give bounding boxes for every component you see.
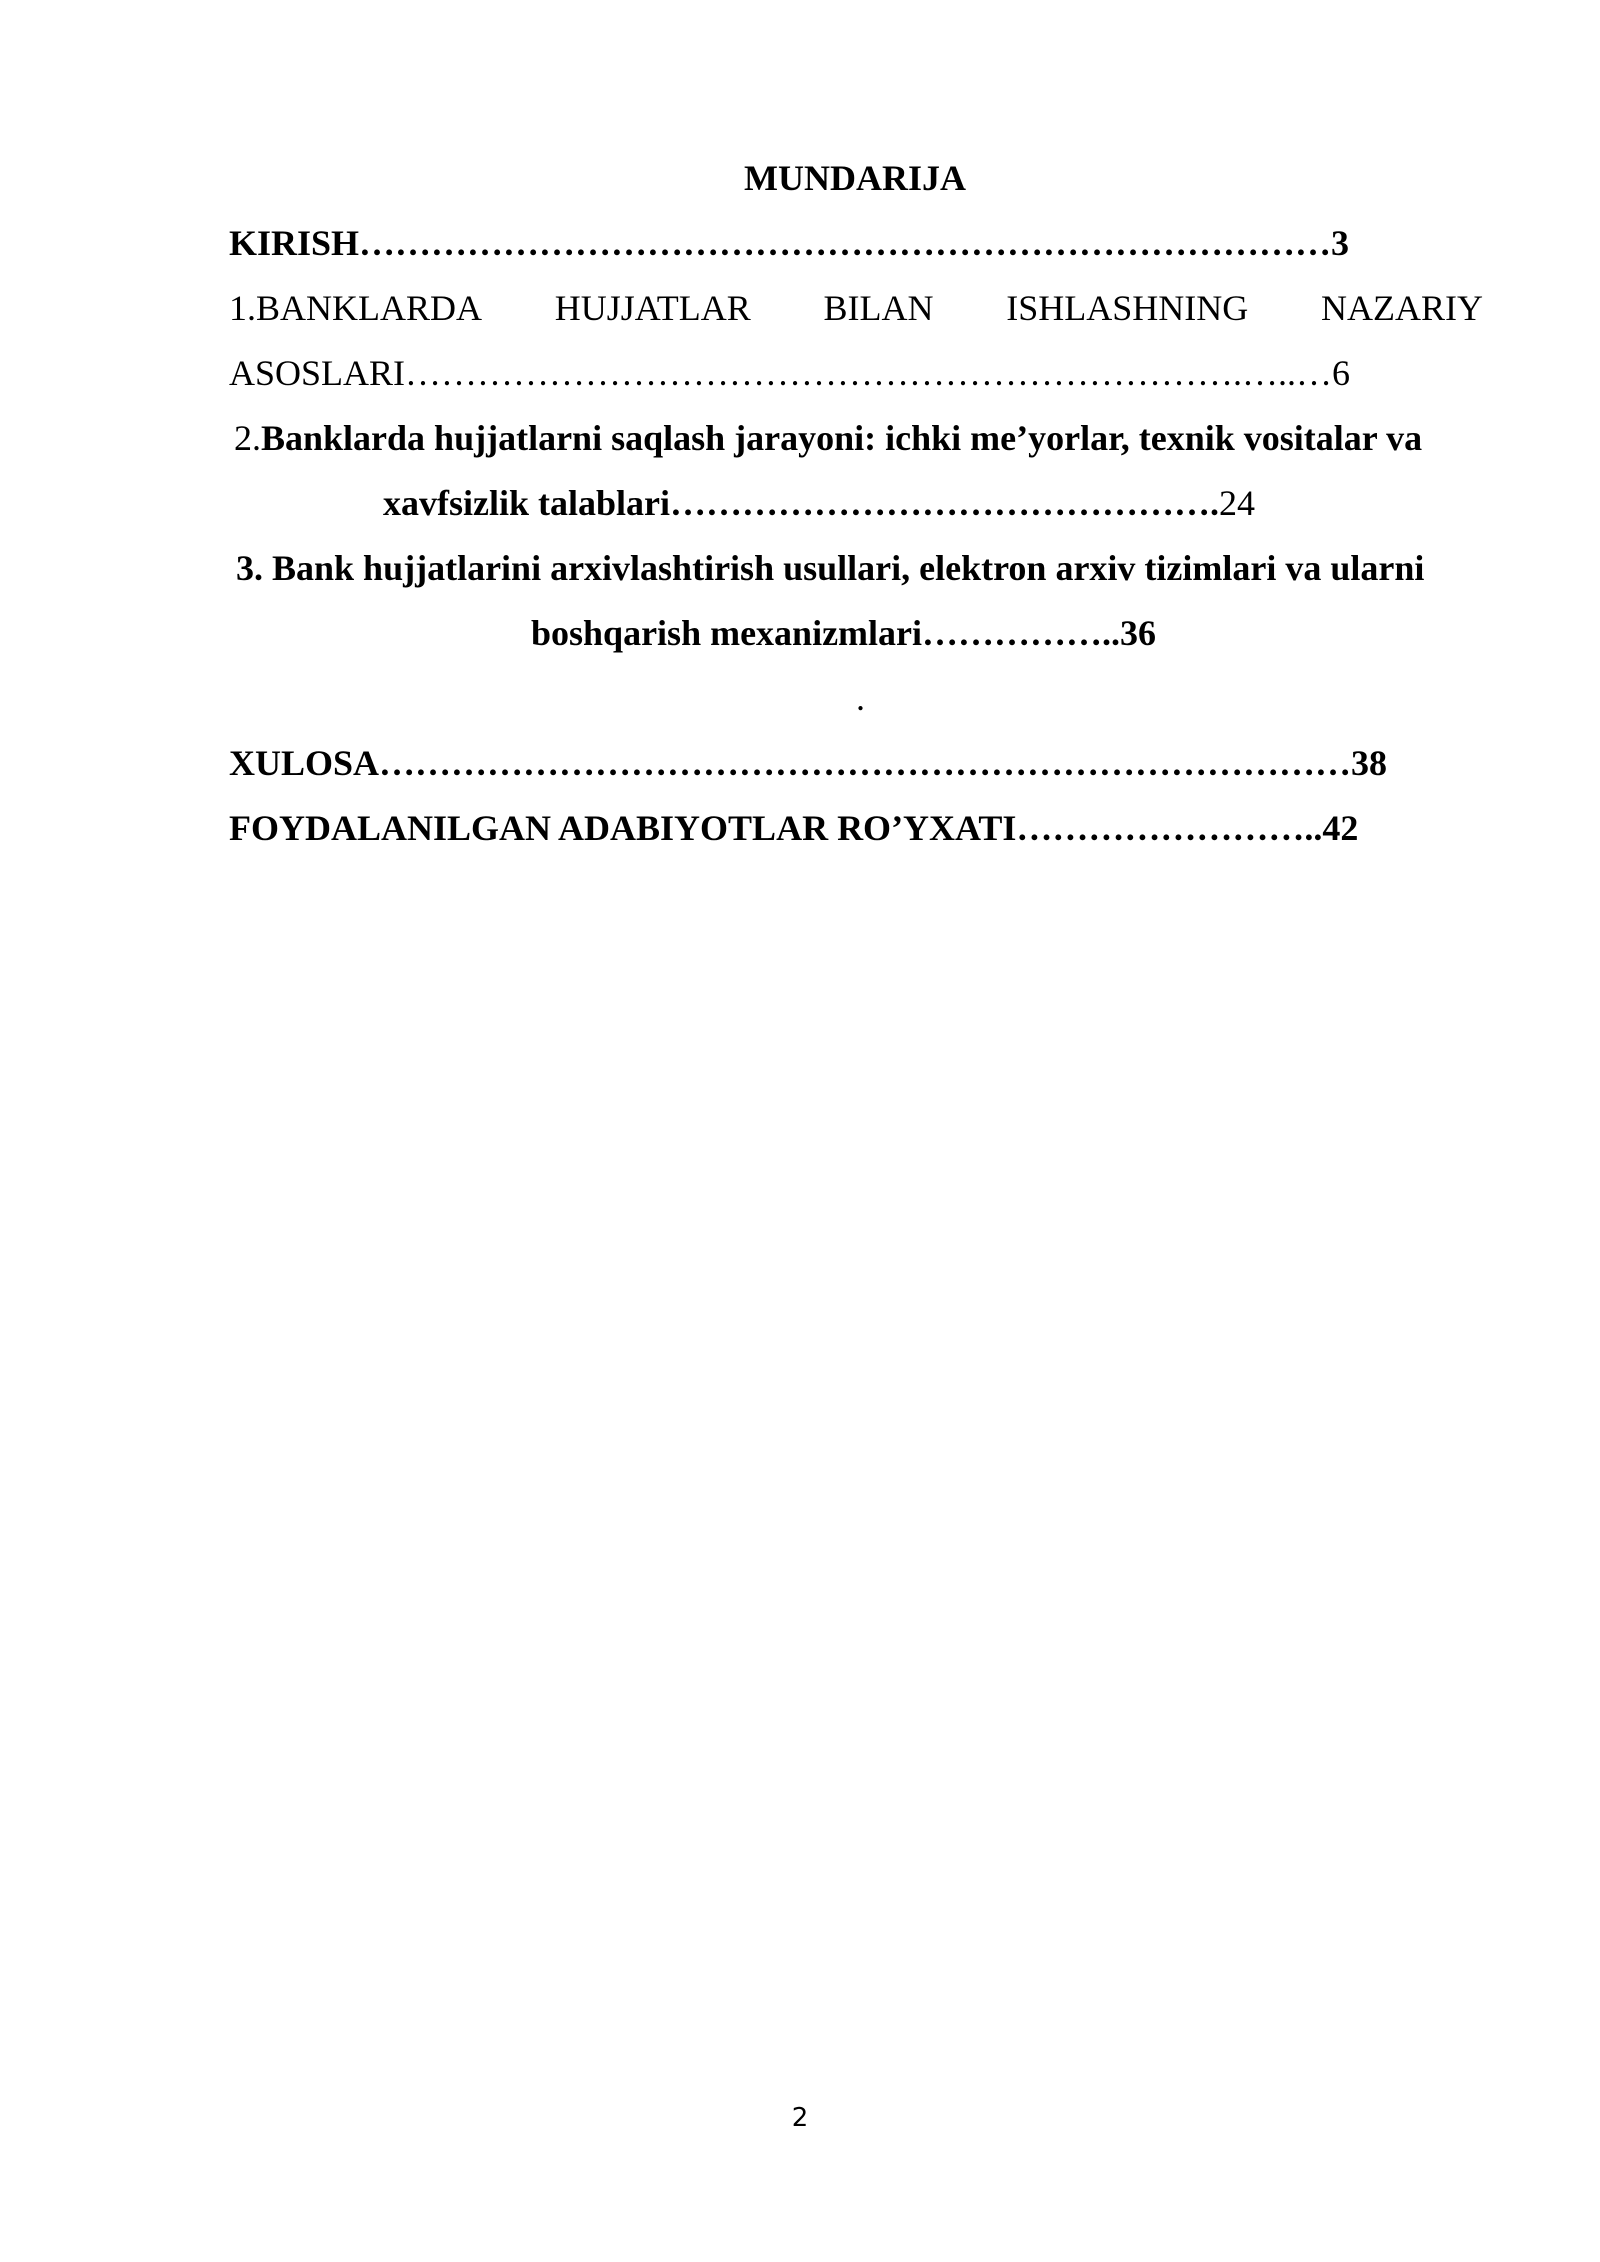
toc-entry-references: FOYDALANILGAN ADABIYOTLAR RO’YXATI……………………..42	[229, 808, 1359, 848]
toc-entry-chapter2-line2	[383, 485, 1255, 521]
toc-word: NAZARIY	[1320, 288, 1483, 328]
toc-chapter2-page: 24	[1219, 483, 1255, 523]
toc-separator-dot: .	[856, 678, 865, 718]
page-number: 2	[791, 2103, 809, 2133]
toc-entry-xulosa: XULOSA………………………………………………………………………38	[229, 743, 1388, 783]
toc-word: 1.BANKLARDA	[229, 288, 483, 328]
toc-entry-chapter1-line1	[229, 290, 1483, 326]
toc-entry-chapter3-line2: boshqarish mexanizmlari……………..36	[531, 613, 1157, 653]
toc-chapter2-title-cont: xavfsizlik talablari……………………………………….	[383, 483, 1219, 523]
toc-entry-chapter3-line1: 3. Bank hujjatlarini arxivlashtirish usullari, elektron arxiv tizimlari va ularni	[236, 548, 1425, 588]
toc-entry-kirish: KIRISH………………………………………………………………………3	[229, 223, 1350, 263]
toc-word: HUJJATLAR	[554, 288, 751, 328]
toc-word: BILAN	[823, 288, 934, 328]
toc-chapter2-title: Banklarda hujjatlarni saqlash jarayoni: ichki me’yorlar, texnik vositalar va	[261, 418, 1423, 458]
toc-entry-chapter2-line1	[234, 420, 1422, 456]
toc-word: ISHLASHNING	[1006, 288, 1249, 328]
toc-title: MUNDARIJA	[744, 158, 966, 198]
toc-entry-chapter1-line2: ASOSLARI…………………………………………………………….…..…6	[229, 353, 1351, 393]
toc-chapter2-number: 2.	[234, 418, 261, 458]
